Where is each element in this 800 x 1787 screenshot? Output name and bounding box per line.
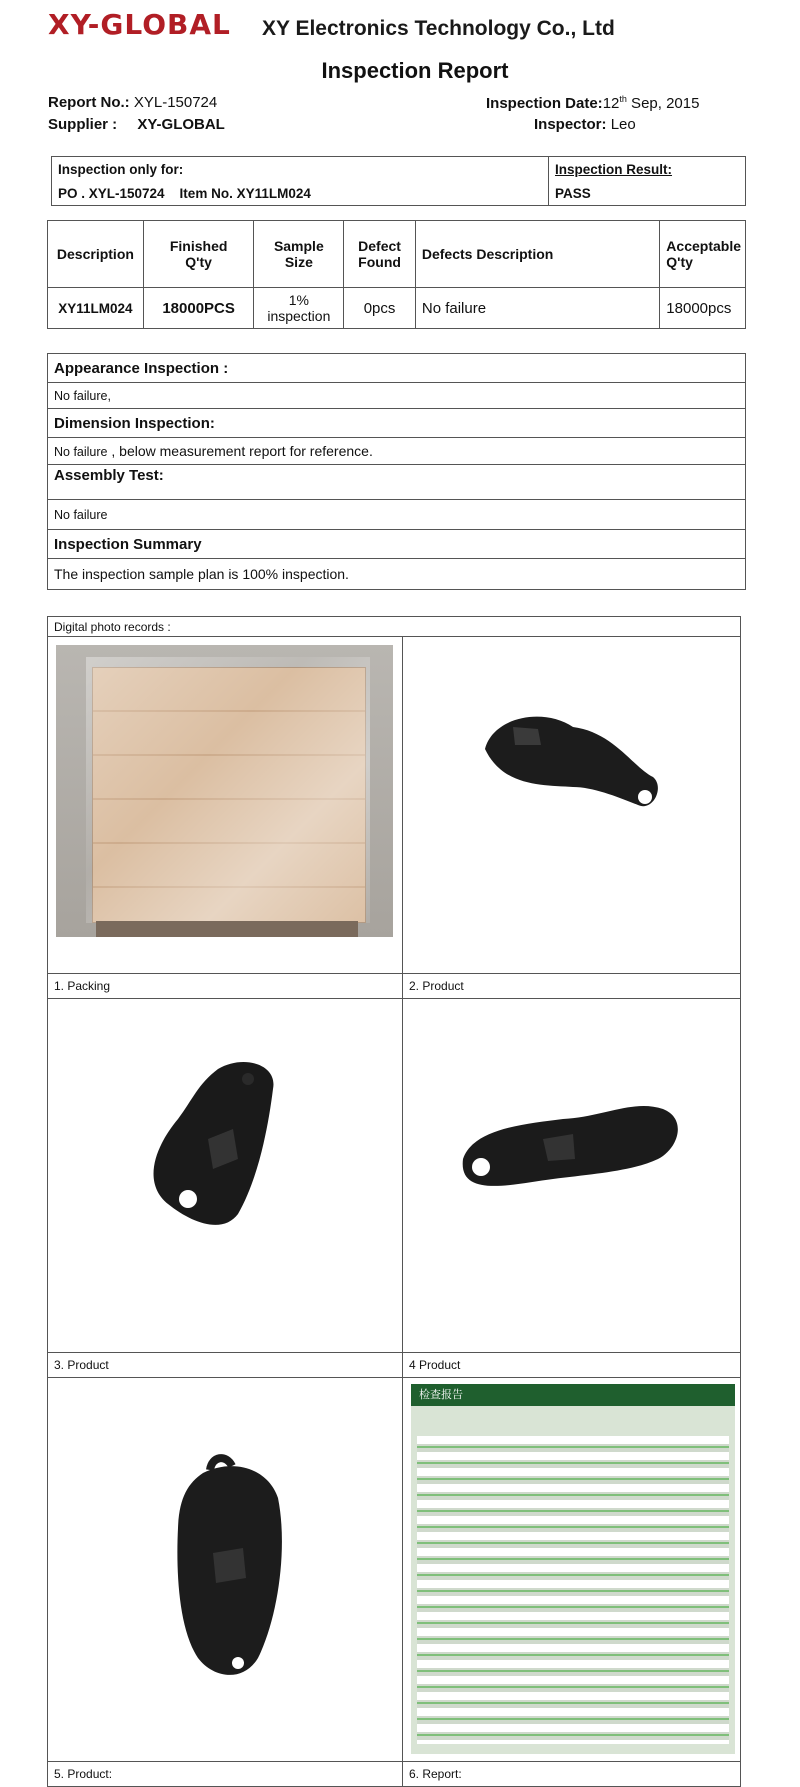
product-photo-3 bbox=[48, 999, 402, 1349]
header-finished-qty: Finished Q'ty bbox=[143, 221, 254, 288]
product-photo-4 bbox=[403, 999, 733, 1349]
logo-text: XY-GLOBAL bbox=[48, 8, 231, 41]
photo-product-4-cell bbox=[403, 999, 741, 1353]
inspection-date-day: 12 bbox=[602, 95, 620, 112]
report-title: 检查报告 bbox=[411, 1384, 735, 1406]
assembly-title: Assembly Test: bbox=[48, 465, 746, 500]
summary-text: The inspection sample plan is 100% inspection. bbox=[48, 559, 746, 590]
assembly-text: No failure bbox=[48, 500, 746, 530]
cell-finished-qty: 18000PCS bbox=[143, 288, 254, 329]
header-acceptable-qty: Acceptable Q'ty bbox=[660, 221, 746, 288]
result-label: Inspection Result: bbox=[555, 161, 673, 177]
photo-report-cell bbox=[403, 1378, 741, 1762]
cell-sample-size: 1% inspection bbox=[254, 288, 344, 329]
result-value-cell bbox=[549, 181, 746, 206]
caption-6: 6. Report: bbox=[403, 1762, 741, 1787]
caption-4: 4 Product bbox=[403, 1353, 741, 1378]
caption-3: 3. Product bbox=[48, 1353, 403, 1378]
report-no bbox=[48, 94, 217, 111]
result-label-cell bbox=[549, 157, 746, 182]
inspection-date bbox=[486, 94, 699, 112]
summary-title: Inspection Summary bbox=[48, 530, 746, 559]
photo-records-header: Digital photo records : bbox=[48, 617, 741, 637]
inspection-date-rest: Sep, 2015 bbox=[626, 95, 700, 112]
product-photo-2 bbox=[403, 637, 733, 967]
header-sample-size: Sample Size bbox=[254, 221, 344, 288]
inspection-sections-table bbox=[47, 353, 746, 590]
only-for-label: Inspection only for: bbox=[58, 161, 184, 177]
report-no-value: XYL-150724 bbox=[133, 94, 218, 111]
photo-product-2-cell bbox=[403, 637, 741, 974]
cell-acceptable-qty: 18000pcs bbox=[660, 288, 746, 329]
dimension-text bbox=[48, 438, 746, 465]
product-photo-5 bbox=[48, 1378, 402, 1758]
supplier-value: XY-GLOBAL bbox=[137, 116, 225, 133]
photo-product-5-cell bbox=[48, 1378, 403, 1762]
page-title: Inspection Report bbox=[321, 58, 509, 83]
photo-packing-cell bbox=[48, 637, 403, 974]
dimension-text-b: , below measurement report for reference. bbox=[107, 443, 373, 459]
pallet-base bbox=[96, 921, 358, 937]
caption-1: 1. Packing bbox=[48, 974, 403, 999]
cell-defects-description: No failure bbox=[415, 288, 659, 329]
dimension-text-a: No failure bbox=[54, 445, 108, 459]
company-name: XY Electronics Technology Co., Ltd bbox=[262, 17, 615, 40]
report-rows bbox=[417, 1436, 729, 1744]
supplier bbox=[48, 116, 225, 133]
dimension-title: Dimension Inspection: bbox=[48, 409, 746, 438]
inspection-date-sup: th bbox=[619, 94, 627, 104]
shrink-wrap bbox=[86, 657, 370, 923]
inspector bbox=[534, 116, 636, 133]
inspection-info-table bbox=[51, 156, 746, 206]
measurement-report-image bbox=[411, 1384, 735, 1754]
po-line: PO . XYL-150724 Item No. XY11LM024 bbox=[58, 185, 311, 201]
inspector-label: Inspector: bbox=[534, 116, 607, 133]
supplier-label: Supplier : bbox=[48, 116, 118, 133]
cell-description: XY11LM024 bbox=[48, 288, 144, 329]
caption-5: 5. Product: bbox=[48, 1762, 403, 1787]
photo-records-table bbox=[47, 616, 741, 1787]
inspection-date-label: Inspection Date: bbox=[486, 95, 603, 112]
appearance-title: Appearance Inspection : bbox=[48, 354, 746, 383]
result-value: PASS bbox=[555, 185, 591, 201]
inspector-value: Leo bbox=[610, 116, 636, 133]
photo-product-3-cell bbox=[48, 999, 403, 1353]
company-logo bbox=[48, 8, 231, 41]
report-no-label: Report No.: bbox=[48, 94, 130, 111]
header-defects-description: Defects Description bbox=[415, 221, 659, 288]
cell-defect-found: 0pcs bbox=[344, 288, 416, 329]
inspection-main-table bbox=[47, 220, 746, 329]
packing-photo bbox=[56, 645, 393, 937]
po-cell bbox=[52, 181, 549, 206]
only-for-label-cell bbox=[52, 157, 549, 182]
header-description: Description bbox=[48, 221, 144, 288]
header-defect-found: Defect Found bbox=[344, 221, 416, 288]
appearance-text: No failure, bbox=[48, 383, 746, 409]
caption-2: 2. Product bbox=[403, 974, 741, 999]
